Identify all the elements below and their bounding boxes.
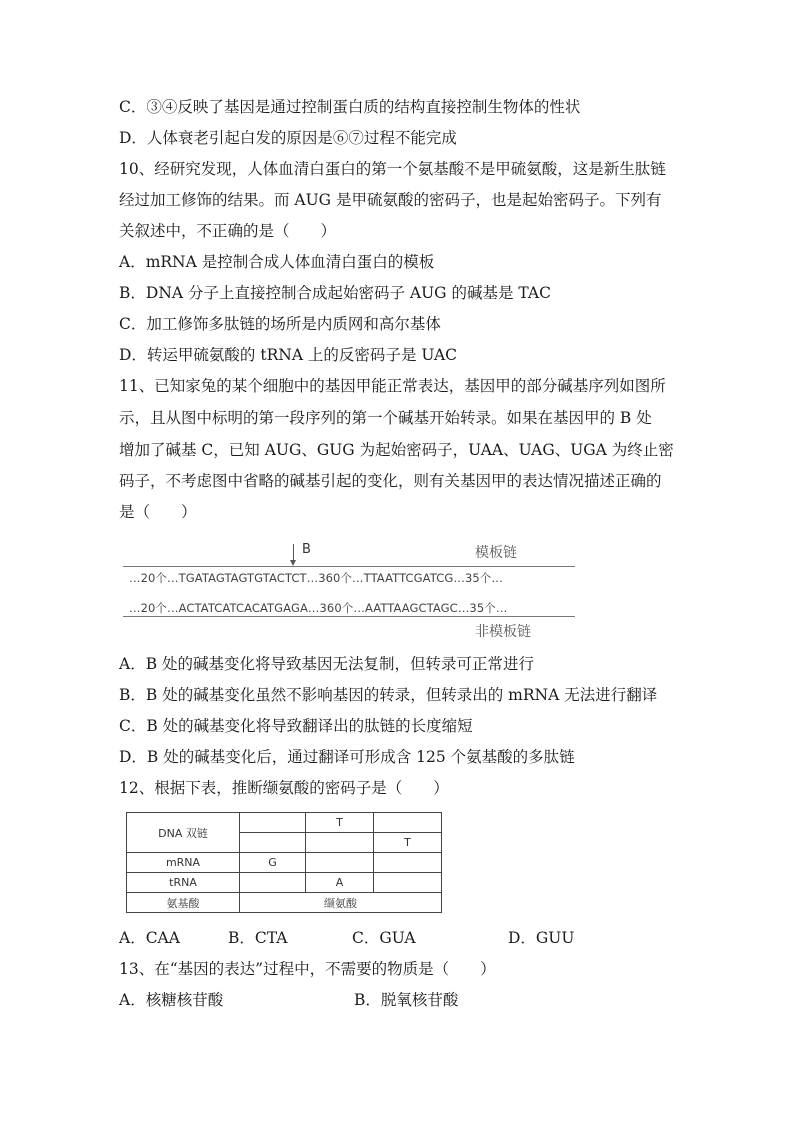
question-10-stem-1: 10、经研究发现，人体血清白蛋白的第一个氨基酸不是甲硫氨酸，这是新生肽链 xyxy=(119,160,666,178)
cell-mrna-c1: G xyxy=(240,853,306,873)
question-11-stem-2: 示，且从图中标明的第一段序列的第一个碱基开始转录。如果在基因甲的 B 处 xyxy=(119,409,652,427)
question-11-option-b: B．B 处的碱基变化虽然不影响基因的转录，但转录出的 mRNA 无法进行翻译 xyxy=(119,686,658,704)
question-12-option-c: C．GUA xyxy=(352,929,416,947)
cell-dna1-c3 xyxy=(374,813,442,833)
question-11-stem-3: 增加了碱基 C，已知 AUG、GUG 为起始密码子，UAA、UAG、UGA 为终止密 xyxy=(119,441,674,459)
row-label-amino-acid: 氨基酸 xyxy=(127,893,240,913)
template-strand-label: 模板链 xyxy=(475,545,517,561)
nontemplate-strand-label: 非模板链 xyxy=(475,624,531,640)
top-rule xyxy=(123,566,575,567)
question-11-stem-4: 码子，不考虑图中省略的碱基引起的变化，则有关基因甲的表达情况描述正确的 xyxy=(119,472,662,490)
cell-trna-c3 xyxy=(374,873,442,893)
question-11-option-a: A．B 处的碱基变化将导致基因无法复制，但转录可正常进行 xyxy=(119,655,535,673)
question-12-option-a: A．CAA xyxy=(119,929,180,947)
question-11-option-d: D．B 处的碱基变化后，通过翻译可形成含 125 个氨基酸的多肽链 xyxy=(119,748,575,766)
question-11-stem-5: 是（ ） xyxy=(119,503,197,521)
question-10-option-d: D．转运甲硫氨酸的 tRNA 上的反密码子是 UAC xyxy=(119,346,458,364)
question-12-stem: 12、根据下表，推断缬氨酸的密码子是（ ） xyxy=(119,779,449,797)
line-c-option-prev: C．③④反映了基因是通过控制蛋白质的结构直接控制生物体的性状 xyxy=(119,98,581,116)
question-10-stem-2: 经过加工修饰的结果。而 AUG 是甲硫氨酸的密码子，也是起始密码子。下列有 xyxy=(119,191,662,209)
row-label-trna: tRNA xyxy=(127,873,240,893)
line-d-option-prev: D．人体衰老引起白发的原因是⑥⑦过程不能完成 xyxy=(119,129,457,147)
cell-dna2-c3: T xyxy=(374,833,442,853)
cell-dna1-c2: T xyxy=(306,813,374,833)
position-b-label: B xyxy=(302,542,311,557)
cell-mrna-c2 xyxy=(306,853,374,873)
question-13-option-b: B．脱氧核苷酸 xyxy=(354,991,459,1009)
cell-dna2-c2 xyxy=(306,833,374,853)
cell-trna-c2: A xyxy=(306,873,374,893)
gene-sequence-figure xyxy=(119,536,579,646)
question-12-option-d: D．GUU xyxy=(508,929,575,947)
question-10-stem-3: 关叙述中，不正确的是（ ） xyxy=(119,222,337,240)
cell-trna-c1 xyxy=(240,873,306,893)
template-strand-sequence: …20个…TGATAGTAGTGTACTCT…360个…TTAATTCGATCG…35个… xyxy=(129,571,503,585)
question-13-stem: 13、在“基因的表达”过程中，不需要的物质是（ ） xyxy=(119,960,496,978)
question-12-option-b: B．CTA xyxy=(228,929,288,947)
cell-mrna-c3 xyxy=(374,853,442,873)
bottom-rule xyxy=(123,616,575,617)
question-11-option-c: C．B 处的碱基变化将导致翻译出的肽链的长度缩短 xyxy=(119,717,473,735)
cell-amino-acid-value: 缬氨酸 xyxy=(240,893,442,913)
nontemplate-strand-sequence: …20个…ACTATCATCACATGAGA…360个…AATTAAGCTAGC…35个… xyxy=(129,601,508,615)
cell-dna1-c1 xyxy=(240,813,306,833)
question-10-option-b: B．DNA 分子上直接控制合成起始密码子 AUG 的碱基是 TAC xyxy=(119,284,551,302)
question-13-option-a: A．核糖核苷酸 xyxy=(119,991,224,1009)
row-label-dna: DNA 双链 xyxy=(127,813,240,853)
codon-table xyxy=(126,812,442,913)
question-11-stem-1: 11、已知家兔的某个细胞中的基因甲能正常表达，基因甲的部分碱基序列如图所 xyxy=(119,377,666,395)
row-label-mrna: mRNA xyxy=(127,853,240,873)
cell-dna2-c1 xyxy=(240,833,306,853)
question-10-option-a: A．mRNA 是控制合成人体血清白蛋白的模板 xyxy=(119,253,435,271)
question-10-option-c: C．加工修饰多肽链的场所是内质网和高尔基体 xyxy=(119,315,441,333)
